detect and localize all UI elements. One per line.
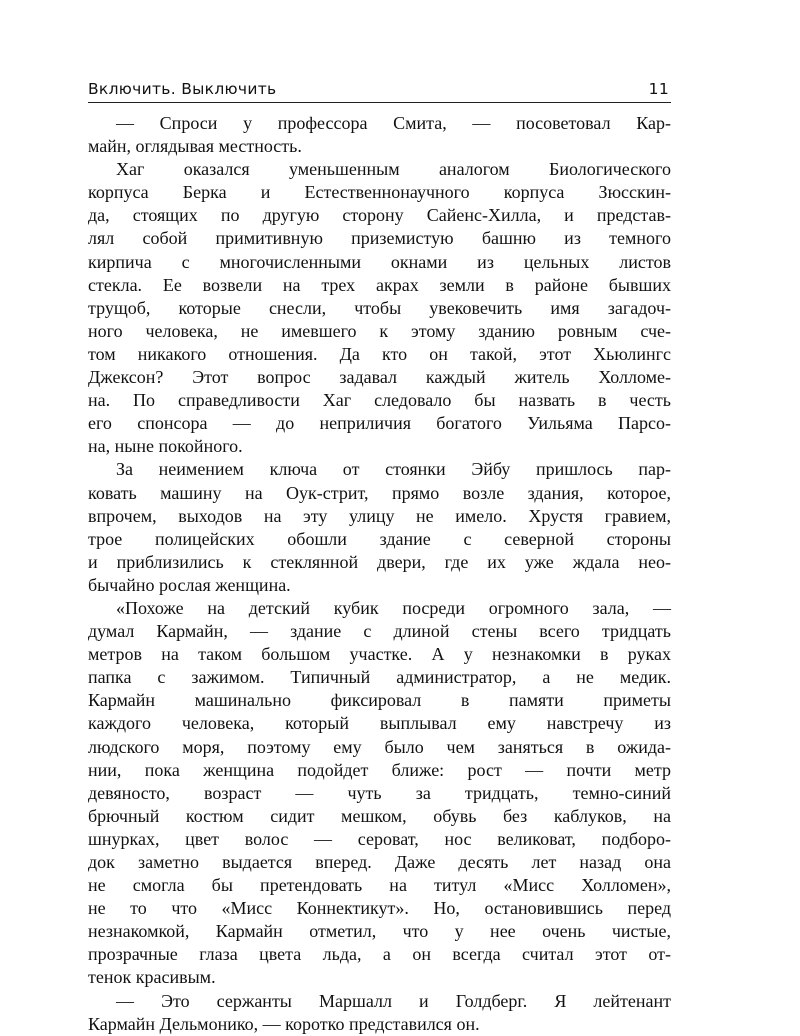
text-line: Хаг оказался уменьшенным аналогом Биологического: [116, 159, 671, 180]
body-text: [88, 112, 671, 1036]
text-line: прозрачные глаза цвета льда, а он всегда считал этот от-: [88, 944, 671, 965]
text-line: шнурках, цвет волос — сероват, нос великоват, подборо-: [88, 828, 671, 849]
text-line: думал Кармайн, — здание с длиной стены всего тридцать: [88, 621, 671, 642]
text-line: девяносто, возраст — чуть за тридцать, темно-синий: [88, 782, 671, 803]
text-line: каждого человека, который выплывал ему навстречу из: [88, 713, 671, 734]
text-line: майн, оглядывая местность.: [88, 136, 302, 157]
text-line: да, стоящих по другую сторону Сайенс-Хилла, и представ-: [88, 205, 671, 226]
text-line: на, ныне покойного.: [88, 436, 243, 457]
text-line: трущоб, которые снесли, чтобы увековечить имя загадоч-: [88, 297, 671, 318]
text-line: — Спроси у профессора Смита, — посоветовал Кар-: [116, 113, 671, 133]
text-line: нии, пока женщина подойдет ближе: рост — почти метр: [88, 759, 671, 780]
text-line: его спонсора — до неприличия богатого Уильяма Парсо-: [88, 413, 671, 434]
text-line: Джексон? Этот вопрос задавал каждый житель Холломе-: [88, 367, 671, 388]
text-line: не то что «Мисс Коннектикут». Но, остановившись перед: [88, 898, 671, 919]
text-line: кирпича с многочисленными окнами из цельных листов: [88, 251, 671, 272]
text-line: бычайно рослая женщина.: [88, 574, 291, 595]
text-line: — Это сержанты Маршалл и Голдберг. Я лейтенант: [116, 990, 671, 1011]
text-line: папка с зажимом. Типичный администратор, а не медик.: [88, 667, 671, 688]
running-header: [88, 80, 671, 103]
text-line: За неимением ключа от стоянки Эйбу пришлось пар-: [116, 459, 671, 480]
text-line: ковать машину на Оук-стрит, прямо возле здания, которое,: [88, 482, 671, 503]
text-line: на. По справедливости Хаг следовало бы назвать в честь: [88, 390, 671, 411]
text-line: «Похоже на детский кубик посреди огромного зала, —: [116, 597, 671, 618]
text-line: том никакого отношения. Да кто он такой, этот Хьюлингс: [88, 343, 671, 364]
text-line: трое полицейских обошли здание с северной стороны: [88, 528, 671, 549]
text-line: не смогла бы претендовать на титул «Мисс Холломен»,: [88, 875, 671, 896]
text-line: впрочем, выходов на эту улицу не имело. Хрустя гравием,: [88, 505, 671, 526]
text-line: тенок красивым.: [88, 967, 216, 988]
text-line: стекла. Ее возвели на трех акрах земли в районе бывших: [88, 274, 671, 295]
running-head-title: Включить. Выключить: [88, 80, 277, 98]
text-line: брючный костюм сидит мешком, обувь без каблуков, на: [88, 805, 671, 826]
page-number: 11: [648, 80, 669, 98]
text-line: ного человека, не имевшего к этому зданию ровным сче-: [88, 320, 671, 341]
text-line: док заметно выдается вперед. Даже десять лет назад она: [88, 852, 671, 872]
text-line: Кармайн Дельмонико, — коротко представился он.: [88, 1013, 480, 1034]
text-line: метров на таком большом участке. А у незнакомки в руках: [88, 644, 671, 665]
text-line: корпуса Берка и Естественнонаучного корпуса Зюсскин-: [88, 182, 671, 203]
text-line: Кармайн машинально фиксировал в памяти приметы: [88, 690, 671, 711]
text-line: лял собой примитивную приземистую башню из темного: [88, 228, 671, 249]
text-line: и приблизились к стеклянной двери, где их уже ждала нео-: [88, 551, 671, 572]
text-line: людского моря, поэтому ему было чем заняться в ожида-: [88, 736, 671, 757]
text-line: незнакомкой, Кармайн отметил, что у нее очень чистые,: [88, 921, 671, 942]
